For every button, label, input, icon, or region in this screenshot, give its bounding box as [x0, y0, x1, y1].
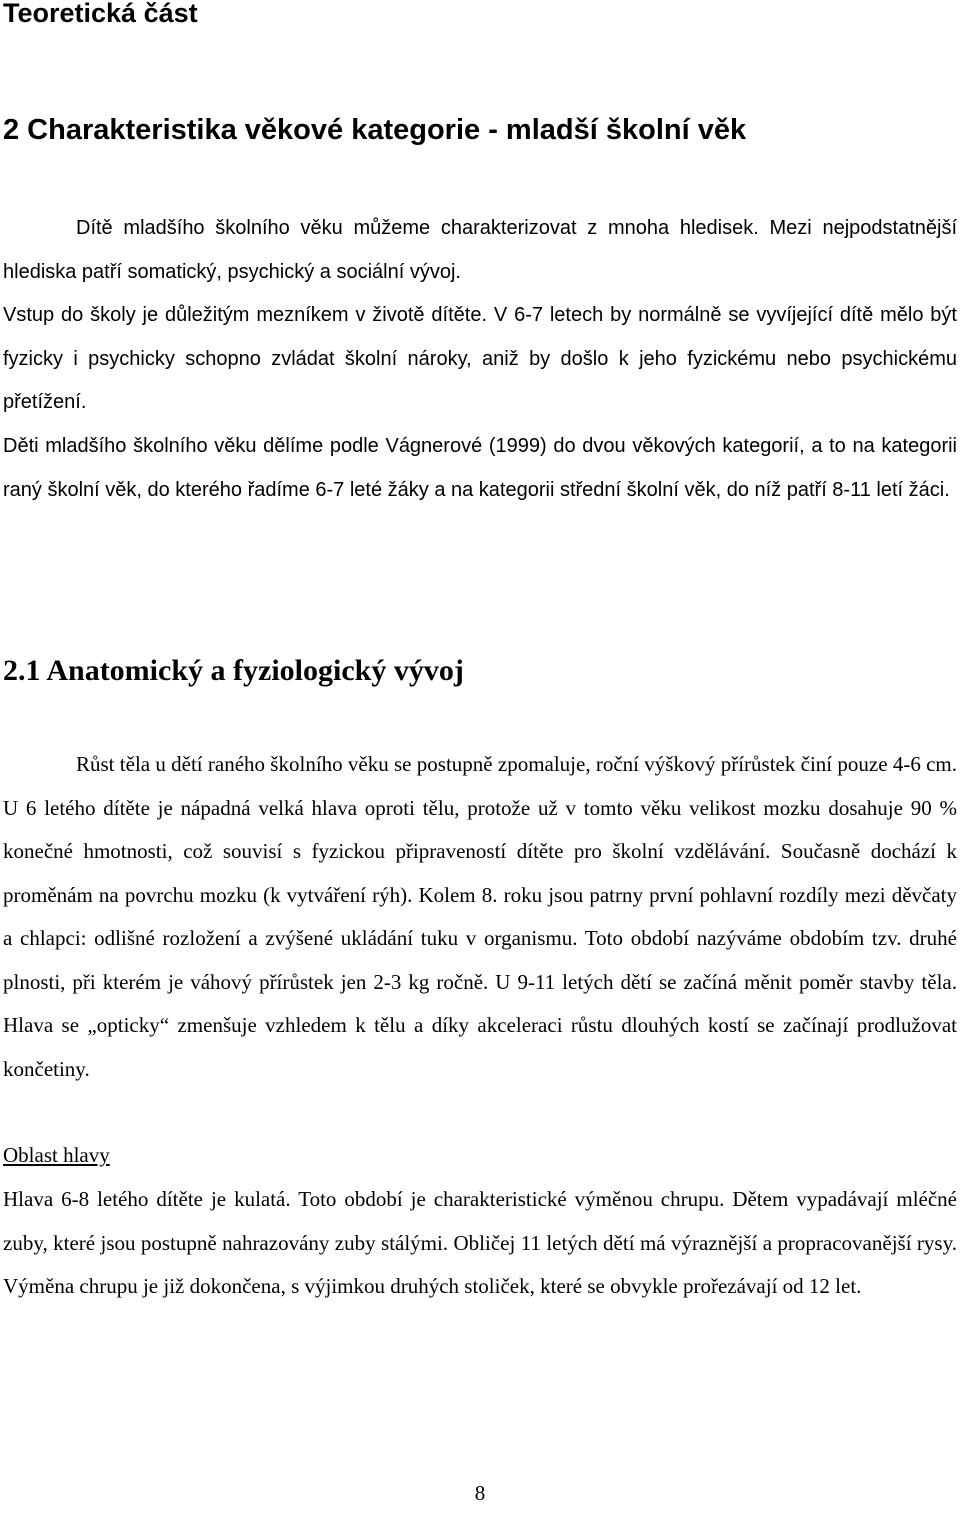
chapter-title-text: 2 Charakteristika věkové kategorie - mladší školní věk [3, 114, 747, 146]
chapter-paragraph-1: Dítě mladšího školního věku můžeme charakterizovat z mnoha hledisek. Mezi nejpodstatnější hlediska patří somatický, psychický a sociální vývoj. [3, 217, 957, 283]
head-heading: Oblast hlavy [3, 1143, 110, 1167]
page-number: 8 [474, 1481, 486, 1505]
chapter-paragraph-2: Vstup do školy je důležitým mezníkem v životě dítěte. V 6-7 letech by normálně se vyvíjející dítě mělo být fyzicky i psychicky schopno zvládat školní nároky, aniž by došlo k jeho fyzickému nebo psychickému přetížení. [3, 304, 957, 413]
chapter-title [3, 114, 746, 147]
head-paragraph: Hlava 6-8 letého dítěte je kulatá. Toto období je charakteristické výměnou chrupu. Dětem vypadávají mléčné zuby, které jsou postupně nahrazovány zuby stálými. Obličej 11 letých dětí má výraznější a propracovanější rysy. Výměna chrupu je již dokončena, s výjimkou druhých stoliček, které se obvykle prořezávají od 12 let. [3, 1187, 957, 1298]
subsection-paragraph: Růst těla u dětí raného školního věku se postupně zpomaluje, roční výškový přírůstek činí pouze 4-6 cm. U 6 letého dítěte je nápadná velká hlava oproti tělu, protože už v tomto věku velikost mozku dosahuje 90 % konečné hmotnosti, což souvisí s fyzickou připraveností dítěte pro školní vzdělávání. Současně dochází k proměnám na povrchu mozku (k vytváření rýh). Kolem 8. roku jsou patrny první pohlavní rozdíly mezi děvčaty a chlapci: odlišné rozložení a zvýšené ukládání tuku v organismu. Toto období nazýváme obdobím tzv. druhé plnosti, při kterém je váhový přírůstek jen 2-3 kg ročně. U 9-11 letých dětí se začíná měnit poměr stavby těla. Hlava se „opticky“ zmenšuje vzhledem k tělu a díky akceleraci růstu dlouhých kostí se začínají prodlužovat končetiny. [3, 752, 957, 1081]
chapter-paragraph-3: Děti mladšího školního věku dělíme podle Vágnerové (1999) do dvou věkových kategorií, a to na kategorii raný školní věk, do kterého řadíme 6-7 leté žáky a na kategorii střední školní věk, do níž patří 8-11 letí žáci. [3, 435, 957, 501]
section-title: Teoretická část [3, 0, 198, 28]
subsection-title: 2.1 Anatomický a fyziologický vývoj [3, 654, 464, 687]
